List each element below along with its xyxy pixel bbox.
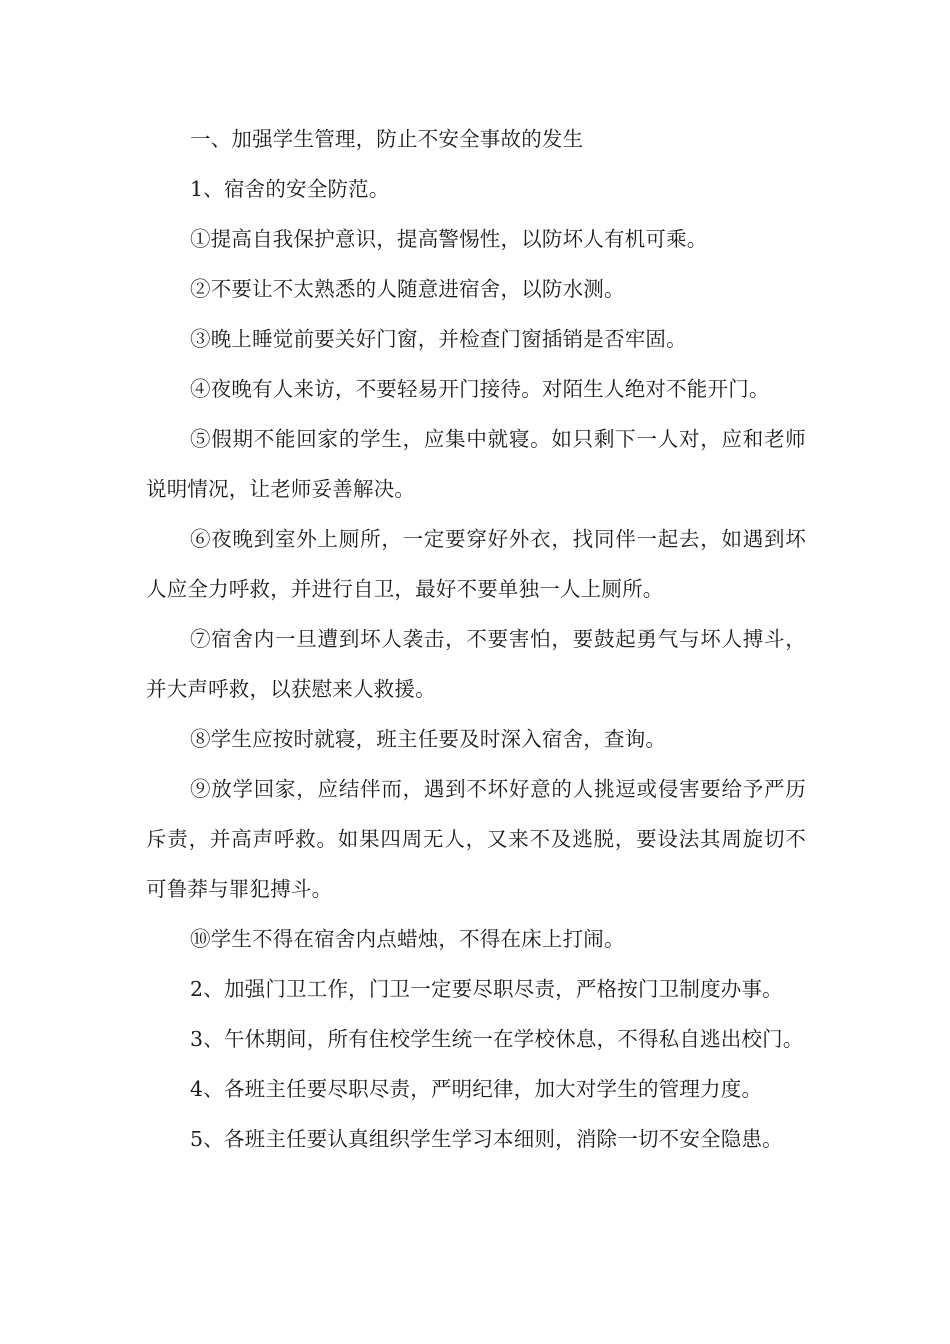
- paragraph: ②不要让不太熟悉的人随意进宿舍，以防水测。: [190, 277, 625, 301]
- paragraph: 1、宿舍的安全防范。: [190, 177, 390, 201]
- paragraph: ④夜晚有人来访，不要轻易开门接待。对陌生人绝对不能开门。: [190, 377, 770, 401]
- paragraph: 5、各班主任要认真组织学生学习本细则，消除一切不安全隐患。: [190, 1127, 783, 1151]
- paragraph: ⑩学生不得在宿舍内点蜡烛，不得在床上打闹。: [190, 927, 625, 951]
- paragraph: ③晚上睡觉前要关好门窗，并检查门窗插销是否牢固。: [190, 327, 687, 351]
- section-heading: 一、加强学生管理，防止不安全事故的发生: [190, 127, 584, 151]
- paragraph: ⑨放学回家，应结伴而，遇到不坏好意的人挑逗或侵害要给予严历斥责，并高声呼救。如果四周无人，又来不及逃脱，要设法其周旋切不可鲁莽与罪犯搏斗。: [146, 777, 806, 901]
- paragraph: ⑥夜晚到室外上厕所，一定要穿好外衣，找同伴一起去，如遇到坏人应全力呼救，并进行自卫，最好不要单独一人上厕所。: [146, 527, 806, 601]
- paragraph: ⑦宿舍内一旦遭到坏人袭击，不要害怕，要鼓起勇气与坏人搏斗，并大声呼救，以获慰来人救援。: [146, 627, 806, 701]
- paragraph: ⑧学生应按时就寝，班主任要及时深入宿舍，查询。: [190, 727, 667, 751]
- paragraph: 4、各班主任要尽职尽责，严明纪律，加大对学生的管理力度。: [190, 1077, 763, 1101]
- paragraph: ①提高自我保护意识，提高警惕性，以防坏人有机可乘。: [190, 227, 708, 251]
- paragraph: 3、午休期间，所有住校学生统一在学校休息，不得私自逃出校门。: [190, 1027, 804, 1051]
- paragraph: ⑤假期不能回家的学生，应集中就寝。如只剩下一人对，应和老师说明情况，让老师妥善解决。: [146, 427, 806, 501]
- paragraph: 2、加强门卫工作，门卫一定要尽职尽责，严格按门卫制度办事。: [190, 977, 783, 1001]
- document-body: [146, 114, 806, 1164]
